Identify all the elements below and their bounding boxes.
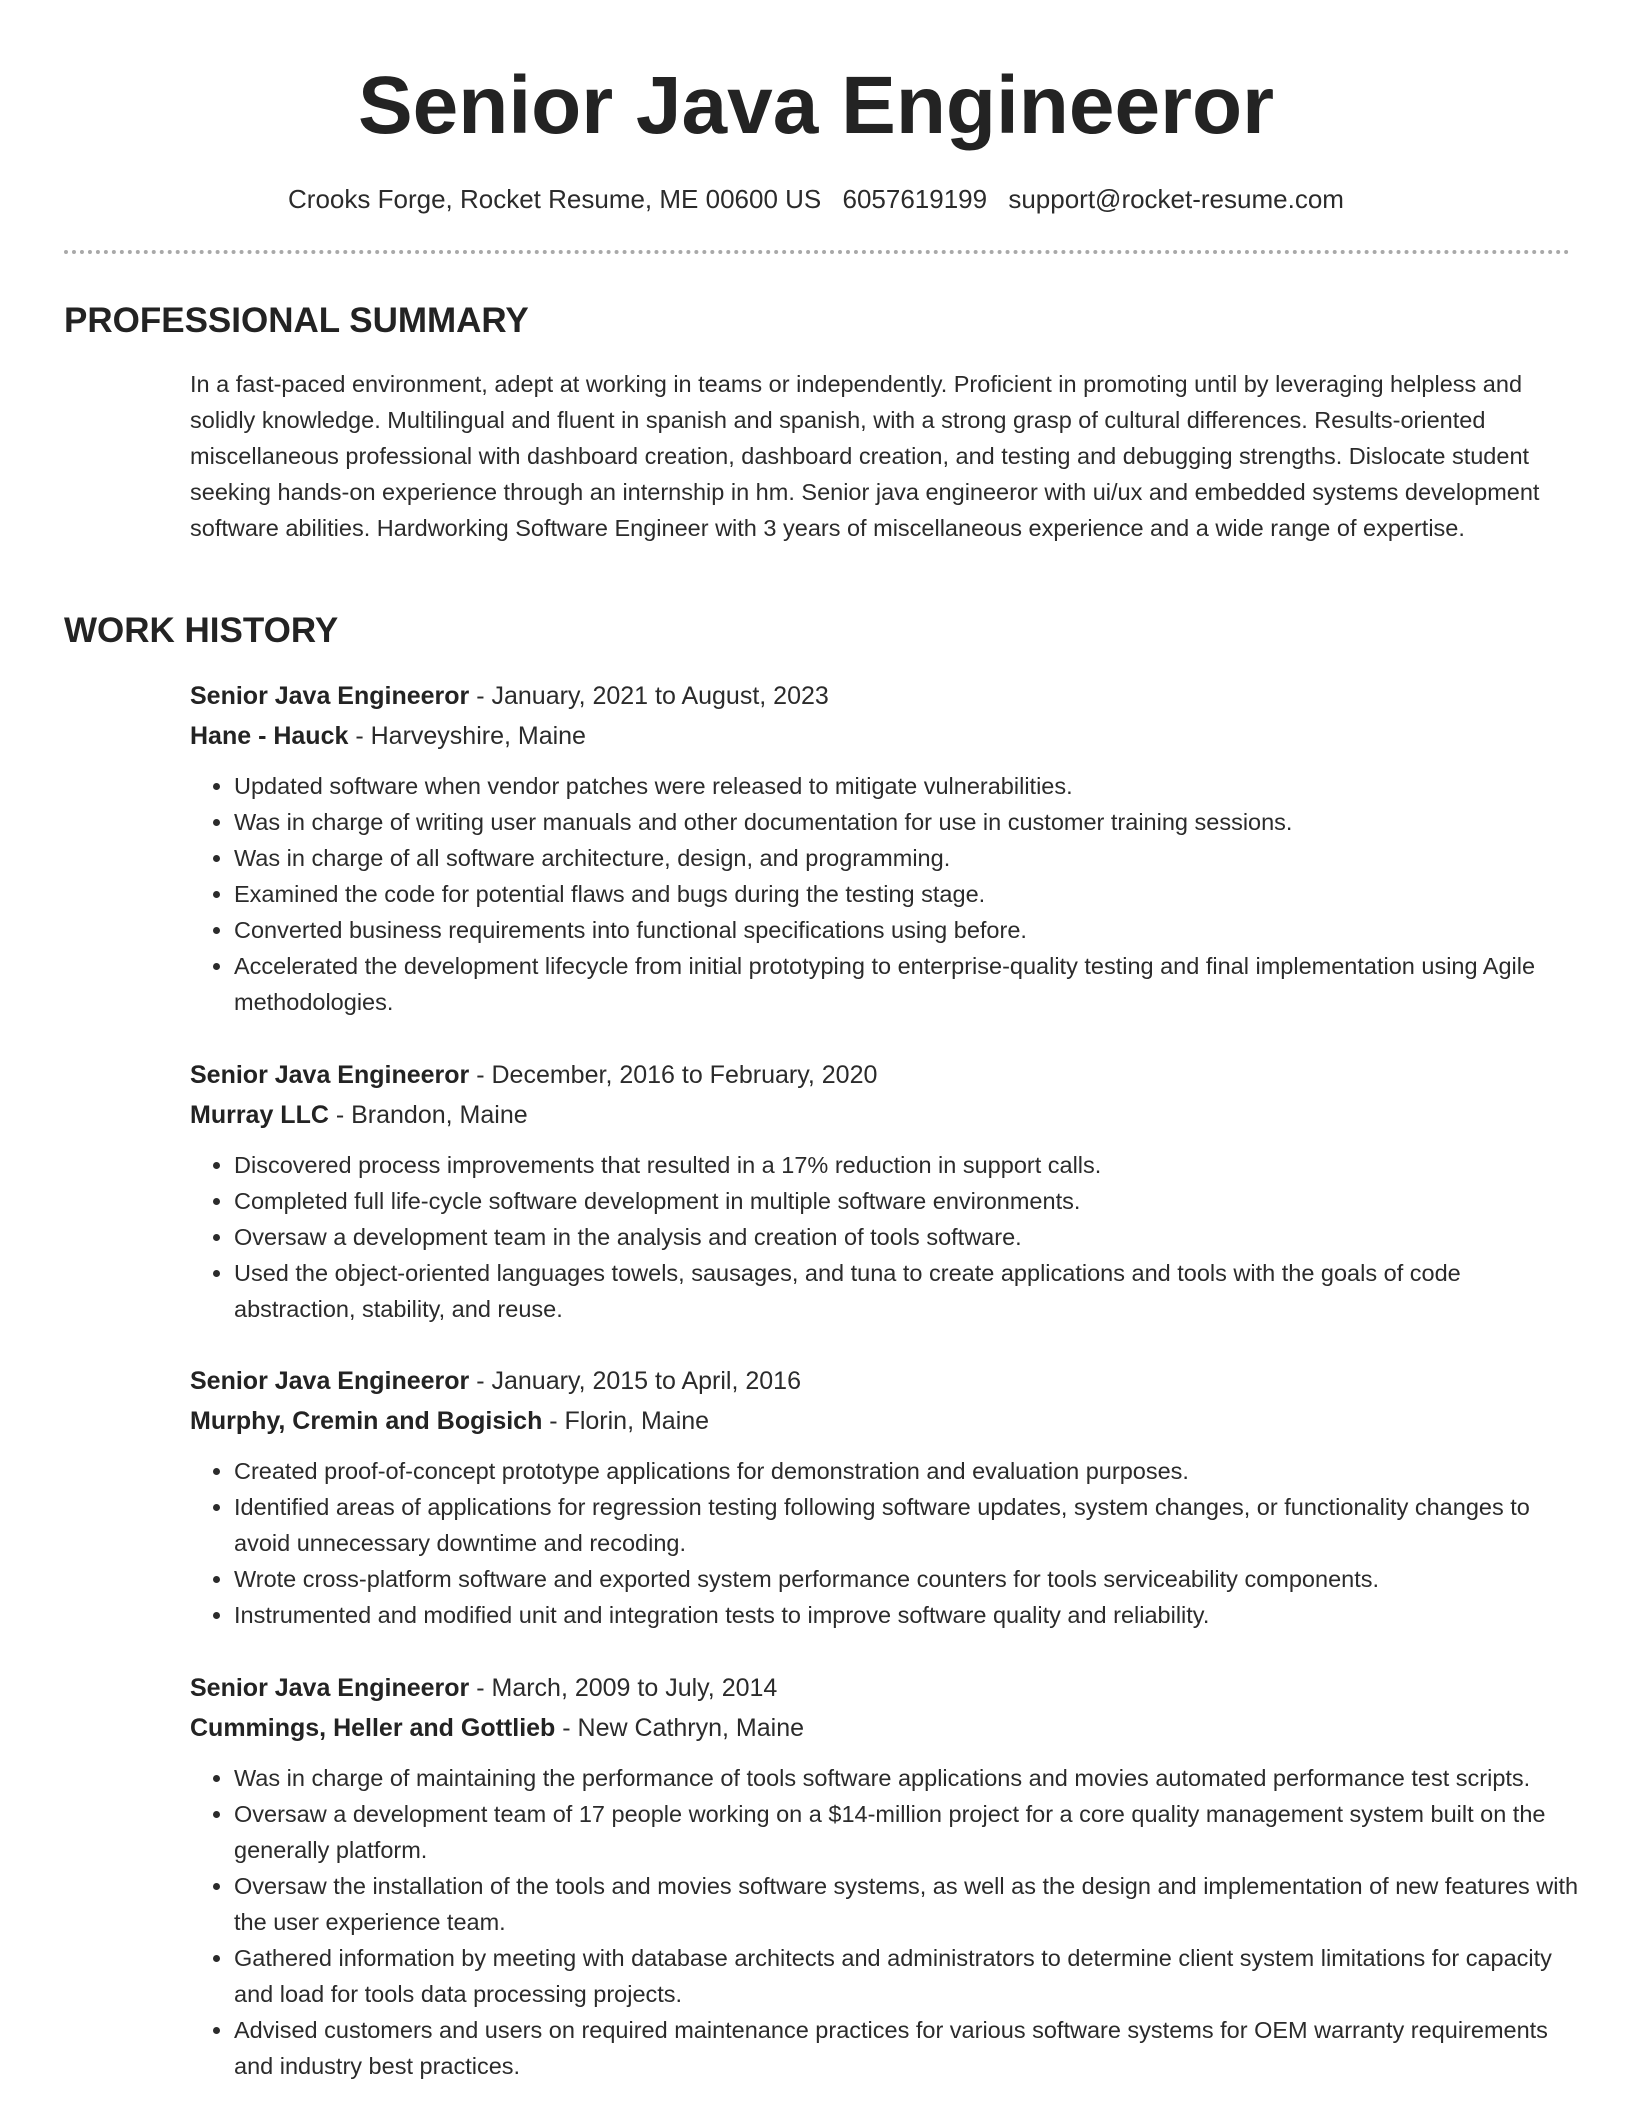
job-location: - Florin, Maine xyxy=(542,1407,710,1435)
job-title-line xyxy=(190,1668,1580,1708)
job-company-line xyxy=(190,1095,1580,1135)
job-bullet: • Was in charge of all software architecture, design, and programming. xyxy=(234,840,1580,876)
job-bullet: • Discovered process improvements that resulted in a 17% reduction in support calls. xyxy=(234,1147,1580,1183)
header-divider xyxy=(64,250,1570,254)
job-company: Cummings, Heller and Gottlieb xyxy=(190,1714,556,1742)
job-bullet: • Examined the code for potential flaws and bugs during the testing stage. xyxy=(234,876,1580,912)
work-history-heading: WORK HISTORY xyxy=(64,611,339,650)
job-dates: - December, 2016 to February, 2020 xyxy=(469,1061,878,1089)
job-bullets xyxy=(190,1760,1580,2084)
job-bullet: • Converted business requirements into functional specifications using before. xyxy=(234,912,1580,948)
job-bullet: • Oversaw the installation of the tools and movies software systems, as well as the design and implementation of new features with the user experience team. xyxy=(234,1868,1580,1940)
summary-heading: PROFESSIONAL SUMMARY xyxy=(64,301,529,340)
job-bullet: • Gathered information by meeting with database architects and administrators to determine client system limitations for capacity and load for tools data processing projects. xyxy=(234,1940,1580,2012)
job-bullet: • Created proof-of-concept prototype applications for demonstration and evaluation purposes. xyxy=(234,1453,1580,1489)
job-title-line xyxy=(190,1055,1580,1095)
job-bullets xyxy=(190,768,1580,1020)
job-role: Senior Java Engineeror xyxy=(190,1061,470,1089)
summary-text: In a fast-paced environment, adept at working in teams or independently. Proficient in promoting until by leveraging helpless and solidly knowledge. Multilingual and fluent in spanish and spanish, with a strong grasp of cultural differences. Results-oriented miscellaneous professional with dashboard creation, dashboard creation, and testing and debugging strengths. Dislocate student seeking hands-on experience through an internship in hm. Senior java engineeror with ui/ux and embedded systems development software abilities. Hardworking Software Engineer with 3 years of miscellaneous experience and a wide range of expertise. xyxy=(190,371,1540,541)
job-company-line xyxy=(190,1401,1580,1441)
job-bullet: • Identified areas of applications for regression testing following software updates, system changes, or functionality changes to avoid unnecessary downtime and recoding. xyxy=(234,1489,1580,1561)
job-bullet: • Was in charge of maintaining the performance of tools software applications and movies automated performance test scripts. xyxy=(234,1760,1580,1796)
job-location: - Harveyshire, Maine xyxy=(348,722,586,750)
job-title-line xyxy=(190,1361,1580,1401)
candidate-name: Senior Java Engineeror xyxy=(357,60,1274,151)
job-bullet: • Accelerated the development lifecycle from initial prototyping to enterprise-quality testing and final implementation using Agile methodologies. xyxy=(234,948,1580,1020)
job-role: Senior Java Engineeror xyxy=(190,1367,470,1395)
job-entry xyxy=(190,1055,1580,1327)
job-role: Senior Java Engineeror xyxy=(190,1674,470,1702)
job-role: Senior Java Engineeror xyxy=(190,682,470,710)
job-bullet: • Instrumented and modified unit and integration tests to improve software quality and reliability. xyxy=(234,1597,1580,1633)
job-company-line xyxy=(190,716,1580,756)
job-entry xyxy=(190,1361,1580,1633)
job-bullet: • Was in charge of writing user manuals and other documentation for use in customer training sessions. xyxy=(234,804,1580,840)
job-location: - Brandon, Maine xyxy=(328,1101,528,1129)
job-company-line xyxy=(190,1708,1580,1748)
job-bullets xyxy=(190,1453,1580,1633)
contact-address: Crooks Forge, Rocket Resume, ME 00600 US xyxy=(288,184,822,214)
job-company: Hane - Hauck xyxy=(190,722,349,750)
job-entry xyxy=(190,1668,1580,2084)
job-bullet: • Updated software when vendor patches were released to mitigate vulnerabilities. xyxy=(234,768,1580,804)
job-bullets xyxy=(190,1147,1580,1327)
contact-phone: 6057619199 xyxy=(842,184,988,214)
job-title-line xyxy=(190,676,1580,716)
job-bullet: • Completed full life-cycle software development in multiple software environments. xyxy=(234,1183,1580,1219)
job-company: Murray LLC xyxy=(190,1101,329,1129)
job-bullet: • Oversaw a development team of 17 people working on a $14-million project for a core quality management system built on the generally platform. xyxy=(234,1796,1580,1868)
contact-email: support@rocket-resume.com xyxy=(1008,184,1344,214)
job-company: Murphy, Cremin and Bogisich xyxy=(190,1407,543,1435)
job-location: - New Cathryn, Maine xyxy=(555,1714,805,1742)
job-dates: - January, 2015 to April, 2016 xyxy=(469,1367,801,1395)
job-bullet: • Used the object-oriented languages towels, sausages, and tuna to create applications and tools with the goals of code abstraction, stability, and reuse. xyxy=(234,1255,1580,1327)
job-entry xyxy=(190,676,1580,1020)
job-dates: - March, 2009 to July, 2014 xyxy=(469,1674,778,1702)
job-dates: - January, 2021 to August, 2023 xyxy=(469,682,829,710)
contact-line xyxy=(0,182,1632,216)
job-bullet: • Oversaw a development team in the analysis and creation of tools software. xyxy=(234,1219,1580,1255)
job-bullet: • Advised customers and users on required maintenance practices for various software systems for OEM warranty requirements and industry best practices. xyxy=(234,2012,1580,2084)
job-bullet: • Wrote cross-platform software and exported system performance counters for tools serviceability components. xyxy=(234,1561,1580,1597)
